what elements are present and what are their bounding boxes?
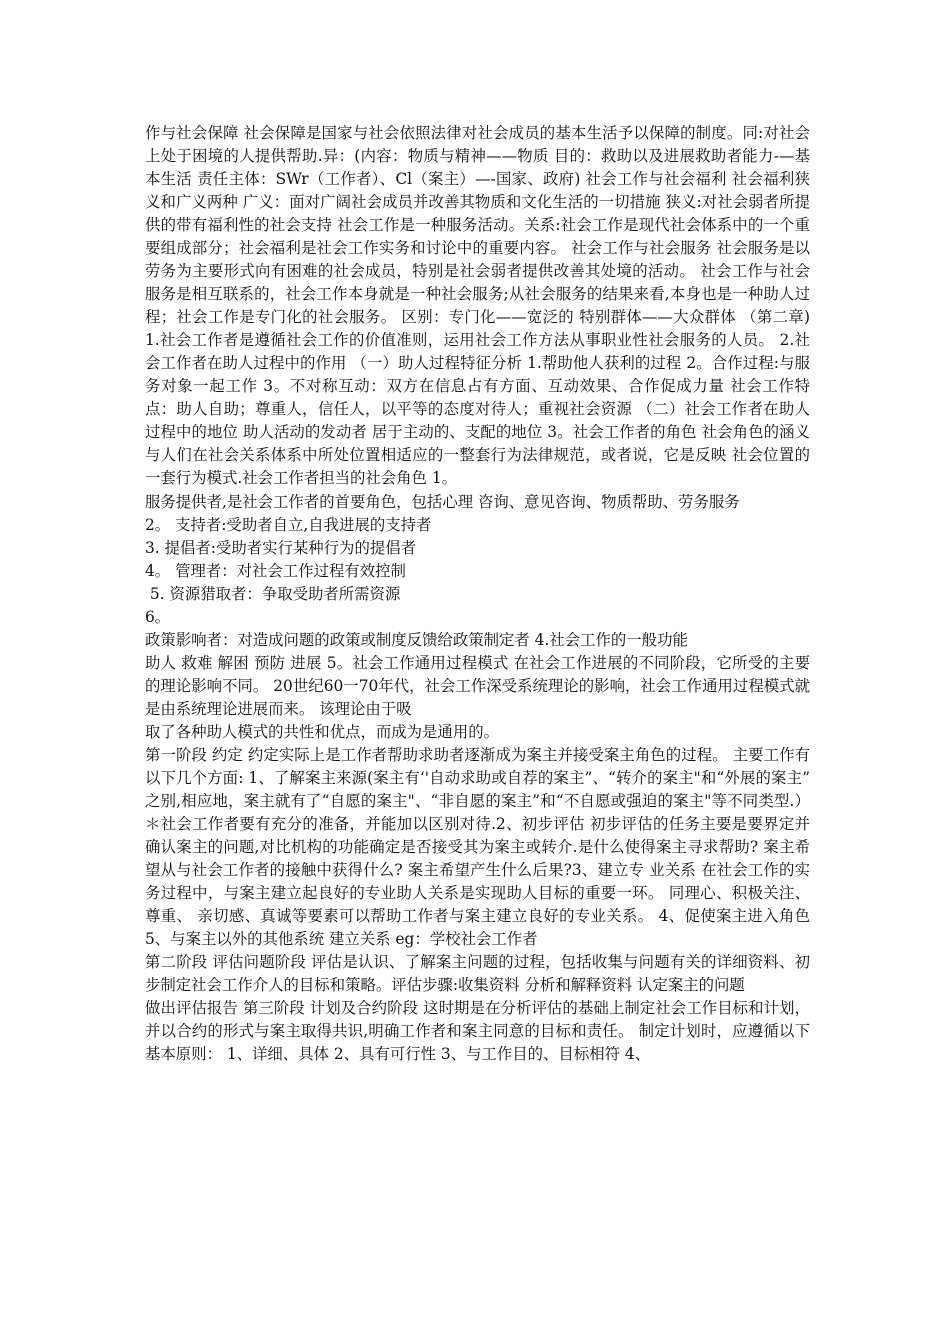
paragraph-role-4: 4。 管理者：对社会工作过程有效控制 bbox=[145, 562, 406, 580]
paragraph-stage-three: 做出评估报告 第三阶段 计划及合约阶段 这时期是在分析评估的基础上制定社会工作目标和计划，并以合约的形式与案主取得共识,明确工作者和案主同意的目标和责任。 制定计划时，应遵循以下基本原则： 1、详细、具体 2、具有可行性 3、与工作目的、目标相符 4、 bbox=[145, 999, 810, 1063]
paragraph-role-6-number: 6。 bbox=[145, 608, 171, 626]
paragraph-stage-two: 第二阶段 评估问题阶段 评估是认识、了解案主问题的过程，包括收集与问题有关的详细资料、初步制定社会工作介人的目标和策略。评估步骤:收集资料 分析和解释资料 认定案主的问题 bbox=[145, 953, 810, 994]
paragraph-role-2: 2。 支持者:受助者自立,自我进展的支持者 bbox=[145, 516, 432, 534]
paragraph-functions: 助人 救难 解困 预防 进展 5。社会工作通用过程模式 在社会工作进展的不同阶段，它所受的主要的理论影响不同。 20世纪60一70年代，社会工作深受系统理论的影响，社会工作通用过程模式就是由系统理论进展而来。 该理论由于吸 bbox=[145, 654, 810, 718]
paragraph-functions-end: 取了各种助人模式的共性和优点，而成为是通用的。 bbox=[145, 723, 499, 741]
paragraph-role-6: 政策影响者：对造成问题的政策或制度反馈给政策制定者 4.社会工作的一般功能 bbox=[145, 631, 688, 649]
paragraph-stage-one: 第一阶段 约定 约定实际上是工作者帮助求助者逐渐成为案主并接受案主角色的过程。 主要工作有以下几个方面: 1、了解案主来源(案主有‘'自动求助或自荐的案主”、“转介的案主"和“外展的案主” 之别,相应地，案主就有了“自愿的案主"、“非自愿的案主”和“不自愿或强迫的案主"等不同类型.）＊社会工作者要有充分的准备，并能加以区别对待.2、初步评估 初步评估的任务主要是要界定并确认案主的问题,对比机构的功能确定是否接受其为案主或转介.是什么使得案主寻求帮助? 案主希望从与社会工作者的接触中获得什么? 案主希望产生什么后果?3、建立专 业关系 在社会工作的实务过程中，与案主建立起良好的专业助人关系是实现助人目标的重要一环。 同理心、积极关注、尊重、 亲切感、真诚等要素可以帮助工作者与案主建立良好的专业关系。 4、促使案主进入角色 5、与案主以外的其他系统 建立关系 eg：学校社会工作者 bbox=[145, 746, 810, 948]
paragraph-role-5: 5. 资源猎取者：争取受助者所需资源 bbox=[145, 585, 401, 603]
paragraph-role-1: 服务提供者,是社会工作者的首要角色，包括心理 咨询、意见咨询、物质帮助、劳务服务 bbox=[145, 493, 740, 511]
paragraph-intro: 作与社会保障 社会保障是国家与社会依照法律对社会成员的基本生活予以保障的制度。同:对社会上处于困境的人提供帮助.异：(内容：物质与精神——物质 目的：救助以及进展救助者能力-—基本生活 责任主体：SWr（工作者）、Cl（案主）—-国家、政府) 社会工作与社会福利 社会福利狭义和广义两种 广义：面对广阔社会成员并改善其物质和文化生活的一切措施 狭义:对社会弱者所提供的带有福利性的社会支持 社会工作是一种服务活动。关系:社会工作是现代社会体系中的一个重要组成部分；社会福利是社会工作实务和讨论中的重要内容。 社会工作与社会服务 社会服务是以劳务为主要形式向有困难的社会成员，特别是社会弱者提供改善其处境的活动。 社会工作与社会服务是相互联系的，社会工作本身就是一种社会服务;从社会服务的结果来看,本身也是一种助人过程；社会工作是专门化的社会服务。 区别：专门化——宽泛的 特别群体——大众群体 （第二章) 1.社会工作者是遵循社会工作的价值准则，运用社会工作方法从事职业性社会服务的人员。 2.社会工作者在助人过程中的作用 （一）助人过程特征分析 1.帮助他人获利的过程 2。合作过程:与服务对象一起工作 3。不对称互动：双方在信息占有方面、互动效果、合作促成力量 社会工作特点：助人自助；尊重人，信任人，以平等的态度对待人；重视社会资源 （二）社会工作者在助人过程中的地位 助人活动的发动者 居于主动的、支配的地位 3。社会工作者的角色 社会角色的涵义 与人们在社会关系体系中所处位置相适应的一整套行为法律规范，或者说，它是反映 社会位置的一套行为模式.社会工作者担当的社会角色 1。 bbox=[145, 124, 811, 487]
paragraph-role-3: 3. 提倡者:受助者实行某种行为的提倡者 bbox=[145, 539, 417, 557]
document-body bbox=[145, 122, 810, 1066]
